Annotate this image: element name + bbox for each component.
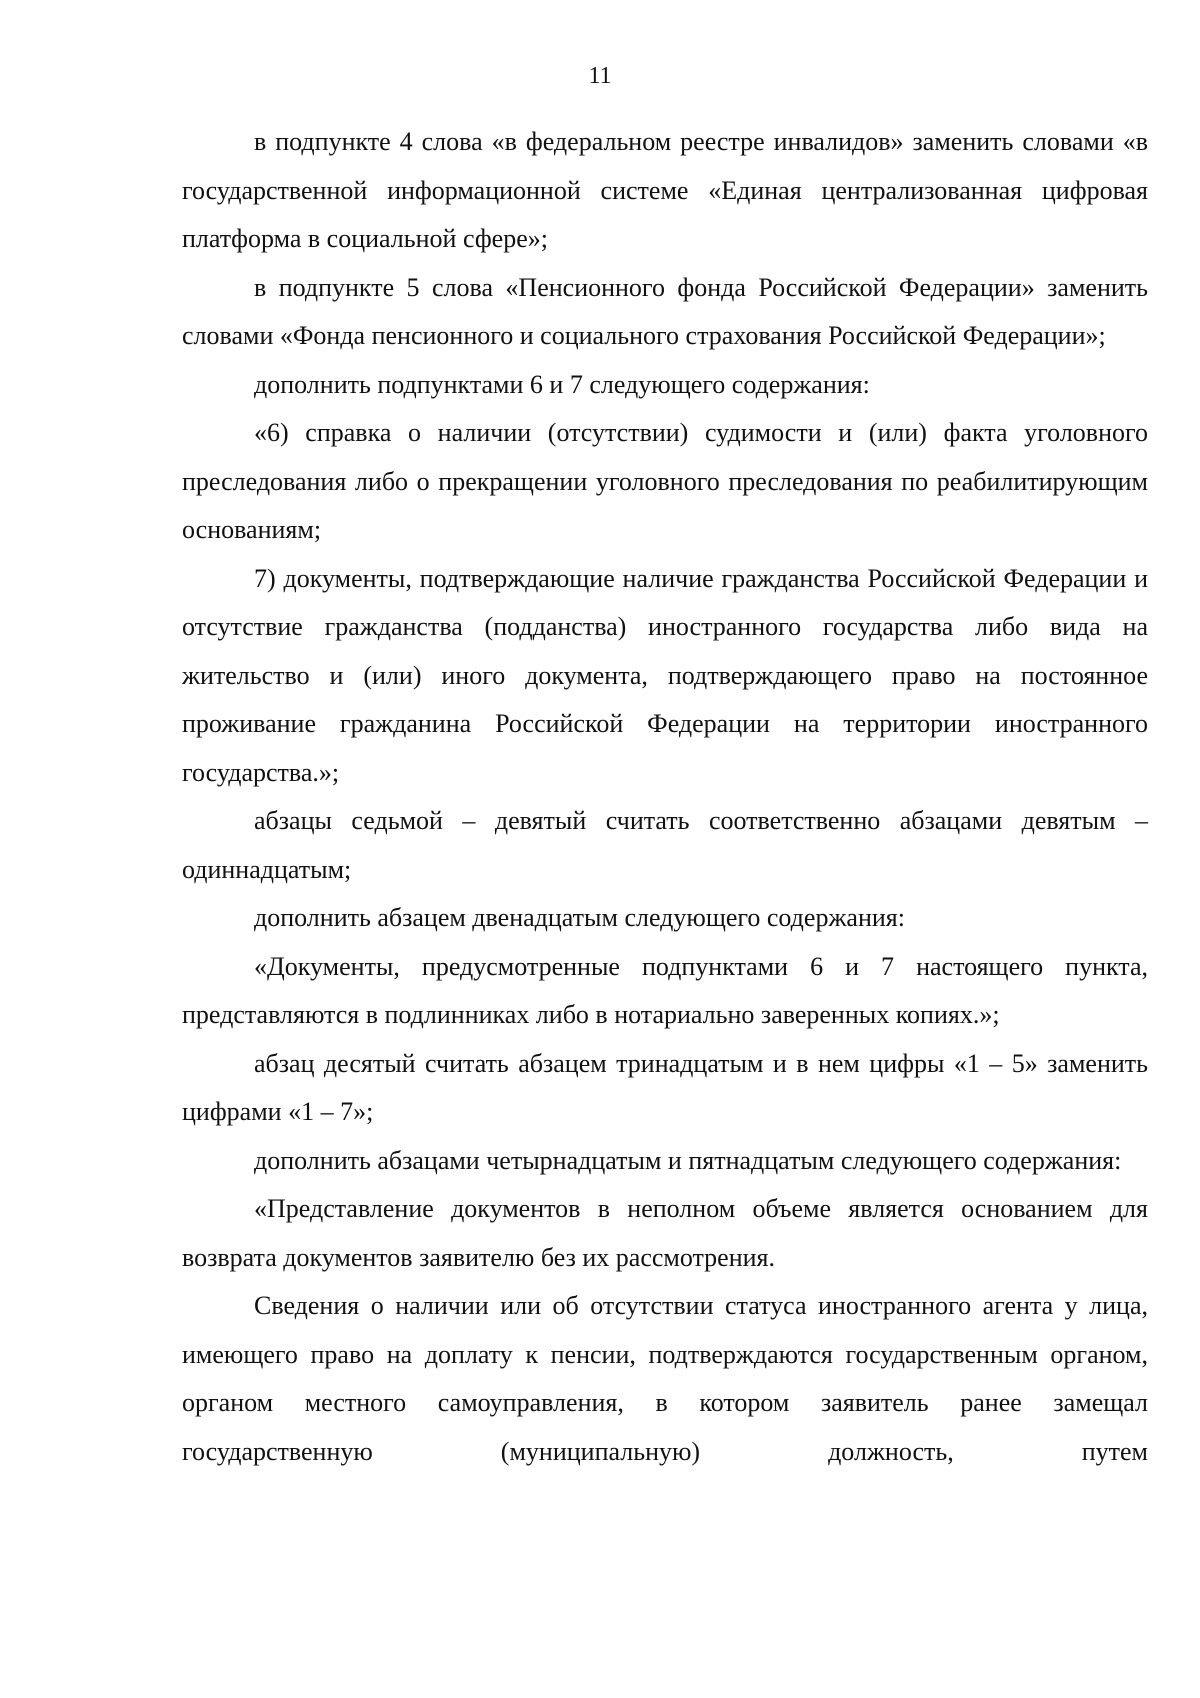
paragraph-renumber-7-9: абзацы седьмой – девятый считать соответственно абзацами девятым – одиннадцатым; [182,806,1148,884]
paragraph-add-14-15: дополнить абзацами четырнадцатым и пятнадцатым следующего содержания: [254,1145,1122,1175]
paragraph-subpoint-7: 7) документы, подтверждающие наличие гражданства Российской Федерации и отсутствие гражданства (подданства) иностранного государства либо вида на жительство и (или) иного документа, подтверждающего право на постоянное проживание гражданина Российской Федерации на территории иностранного государства.»; [182,563,1148,787]
paragraph-subpoint-4: в подпункте 4 слова «в федеральном реестре инвалидов» заменить словами «в государственной информационной системе «Единая централизованная цифровая платформа в социальной сфере»; [182,127,1148,253]
paragraph-add-12: дополнить абзацем двенадцатым следующего содержания: [254,903,905,932]
page-number: 11 [588,63,612,89]
paragraph-subpoint-6: «6) справка о наличии (отсутствии) судимости и (или) факта уголовного преследования либо о прекращении уголовного преследования по реабилитирующим основаниям; [182,418,1148,544]
paragraph-documents-originals: «Документы, предусмотренные подпунктами 6 и 7 настоящего пункта, представляются в подлинниках либо в нотариально заверенных копиях.»; [182,951,1148,1029]
paragraph-renumber-10: абзац десятый считать абзацем тринадцатым и в нем цифры «1 – 5» заменить цифрами «1 – 7»; [182,1048,1148,1126]
document-body [182,118,1148,1476]
paragraph-incomplete-documents: «Представление документов в неполном объеме является основанием для возврата документов заявителю без их рассмотрения. [182,1194,1148,1272]
paragraph-add-subpoints: дополнить подпунктами 6 и 7 следующего содержания: [254,369,870,399]
paragraph-subpoint-5: в подпункте 5 слова «Пенсионного фонда Российской Федерации» заменить словами «Фонда пенсионного и социального страхования Российской Федерации»; [182,272,1148,350]
paragraph-foreign-agent-status: Сведения о наличии или об отсутствии статуса иностранного агента у лица, имеющего право на доплату к пенсии, подтверждаются государственным органом, органом местного самоуправления, в котором заявитель ранее замещал государственную (муниципальную) должность, путем [182,1291,1148,1466]
